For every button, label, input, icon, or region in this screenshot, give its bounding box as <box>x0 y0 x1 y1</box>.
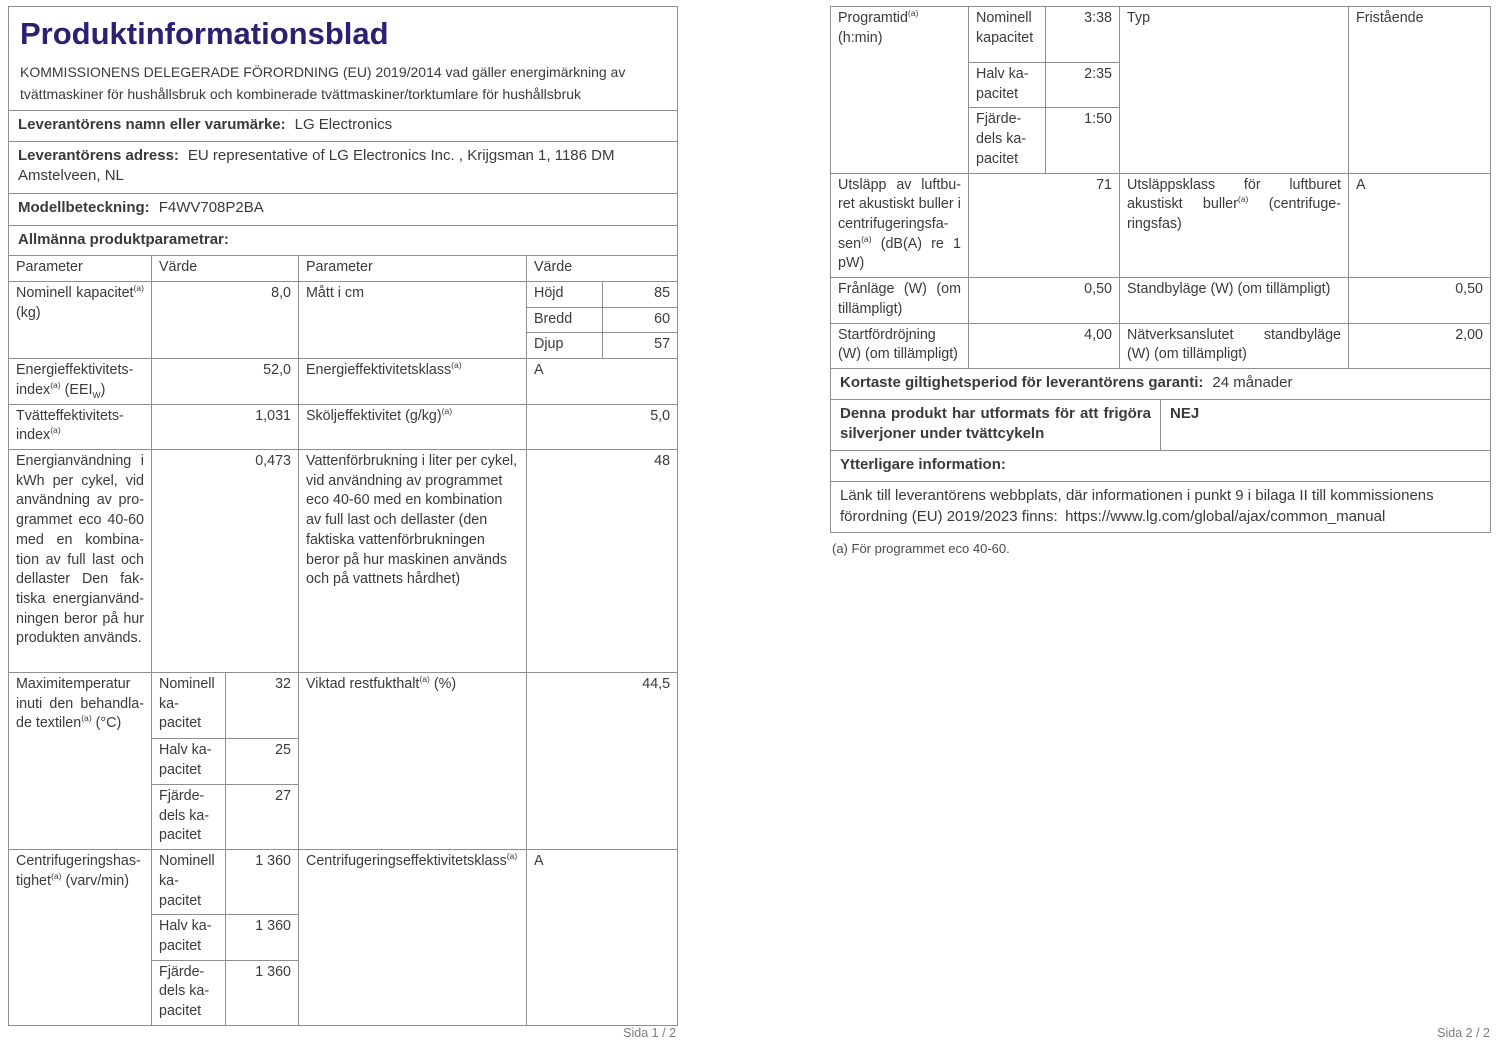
product-sheet-page-2 <box>830 6 1491 533</box>
max-temp-nominal-label: Nominell kapacitet <box>152 672 226 738</box>
dim-height-label: Höjd <box>527 281 603 307</box>
column-header-row <box>9 256 678 282</box>
value-nominal-capacity: 8,0 <box>152 281 299 358</box>
param-water-consumption: Vattenförbrukning i liter per cykel, vid användning av programmet eco 40-60 med en kombination av full last och dellaster (den faktiska vattenförbrukningen beror på hur maskinen används och på vattnets hårdhet) <box>299 449 527 672</box>
spin-speed-row <box>9 850 678 915</box>
max-temp-nominal-value: 32 <box>226 672 299 738</box>
param-energy-consumption: Energianvändning i kWh per cykel, vid användning av programmet eco 40-60 med en kombination av full last och dellaster Den faktiska energianvändningen beror på hur produkten används. <box>9 449 152 672</box>
dim-width-label: Bredd <box>527 307 603 333</box>
page-1 <box>8 6 677 1026</box>
param-spin-class: Centrifugeringseffektivitetsklass$^{(a)}$ <box>299 850 527 1026</box>
energy-consumption-row <box>9 449 678 672</box>
noise-row <box>831 173 1491 278</box>
param-start-delay: Startfördröjning (W) (om tillämpligt) <box>831 323 969 368</box>
spin-nominal-label: Nominell kapacitet <box>152 850 226 915</box>
spin-half-label: Halv kapacitet <box>152 915 226 960</box>
param-dimensions: Mått i cm <box>299 281 527 358</box>
footnote-eco-program: (a) För programmet eco 40-60. <box>832 541 1010 557</box>
param-off-mode: Frånläge (W) (om tillämpligt) <box>831 278 969 323</box>
max-temp-half-label: Halv kapacitet <box>152 738 226 784</box>
value-networked-standby: 2,00 <box>1349 323 1491 368</box>
general-params-label: Allmänna produktparametrar: <box>18 230 229 248</box>
title-block-cell <box>9 7 678 111</box>
max-temp-quarter-value: 27 <box>226 784 299 849</box>
silver-ions-label: Denna produkt har utformats för att frigöra silverjoner under tvättcykeln <box>831 399 1161 450</box>
param-noise-class: Utsläppsklass för luftburet akustiskt buller$^{(a)}$ (centrifugeringsfas) <box>1120 173 1349 278</box>
dim-depth-label: Djup <box>527 333 603 359</box>
warranty-cell <box>831 369 1491 400</box>
value-noise-class: A <box>1349 173 1491 278</box>
max-temp-half-value: 25 <box>226 738 299 784</box>
supplier-name-value: LG Electronics <box>294 115 393 133</box>
spin-nominal-value: 1 360 <box>226 850 299 915</box>
value-type: Fristående <box>1349 7 1491 174</box>
value-water-consumption: 48 <box>527 449 678 672</box>
col-header-value-2: Värde <box>527 256 678 282</box>
additional-info-row <box>831 451 1491 482</box>
program-time-quarter-value: 1:50 <box>1046 108 1120 173</box>
dim-depth-value: 57 <box>603 333 678 359</box>
value-standby-mode: 0,50 <box>1349 278 1491 323</box>
program-time-half-value: 2:35 <box>1046 63 1120 108</box>
program-time-row <box>831 7 1491 63</box>
dim-height-value: 85 <box>603 281 678 307</box>
additional-info-cell <box>831 451 1491 482</box>
general-params-cell <box>9 225 678 256</box>
supplier-address-row <box>9 141 678 193</box>
param-networked-standby: Nätverksanslutet standbyläge (W) (om tillämpligt) <box>1120 323 1349 368</box>
manual-link-row <box>831 481 1491 532</box>
capacity-row <box>9 281 678 307</box>
col-header-parameter-2: Parameter <box>299 256 527 282</box>
model-row <box>9 193 678 225</box>
value-energy-class: A <box>527 359 678 404</box>
page-2 <box>830 6 1490 556</box>
silver-ions-row <box>831 399 1491 450</box>
value-residual-moisture: 44,5 <box>527 672 678 849</box>
eei-row <box>9 359 678 404</box>
param-rinse-effectiveness: Sköljeffektivitet $(g/kg)^{(a)}$ <box>299 404 527 449</box>
supplier-name-label: Leverantörens namn eller varumärke: <box>18 115 286 133</box>
regulation-text: KOMMISSIONENS DELEGERADE FÖRORDNING (EU) 2019/2014 vad gäller energimärkning av tvättmaskiner för hushållsbruk och kombinerade tvättmaskiner/torktumlare för hushållsbruk <box>20 63 626 102</box>
param-program-time: Programtid$^{(a)}$ (h:min) <box>831 7 969 174</box>
param-max-temperature: Maximitemperatur inuti den behandlade textilen$^{(a)}$ (°C) <box>9 672 152 849</box>
param-residual-moisture: Viktad restfukthalt$^{(a)}$ (%) <box>299 672 527 849</box>
max-temp-row <box>9 672 678 738</box>
supplier-address-label: Leverantörens adress: <box>18 146 179 164</box>
value-start-delay: 4,00 <box>969 323 1120 368</box>
model-value: F4WV708P2BA <box>158 198 264 216</box>
program-time-nominal-label: Nominell kapacitet <box>969 7 1046 63</box>
warranty-value: 24 månader <box>1212 374 1293 392</box>
value-noise-emission: 71 <box>969 173 1120 278</box>
general-params-row <box>9 225 678 256</box>
value-spin-class: A <box>527 850 678 1026</box>
param-wash-index: Tvätteffektivitetsindex$^{(a)}$ <box>9 404 152 449</box>
param-nominal-capacity: Nominell kapacitet$^{(a)}$ (kg) <box>9 281 152 358</box>
wash-index-row <box>9 404 678 449</box>
manual-link-text: Länk till leverantörens webbplats, där informationen i punkt 9 i bilaga II till kommissionens förordning (EU) 2019/2023 finns: https://www.lg.com/global/ajax/common_manual <box>831 481 1491 532</box>
value-rinse-effectiveness: 5,0 <box>527 404 678 449</box>
supplier-address-value: EU representative of LG Electronics Inc. , Krijgsman 1, 1186 DM Amstelveen, NL <box>18 146 615 185</box>
silver-ions-value: NEJ <box>1161 399 1491 450</box>
param-noise-emission: Utsläpp av luftburet akustiskt buller i centrifugeringsfasen$^{(a)}$ (dB(A) re 1 pW) <box>831 173 969 278</box>
value-energy-consumption: 0,473 <box>152 449 299 672</box>
supplier-name-cell <box>9 110 678 141</box>
param-type: Typ <box>1120 7 1349 174</box>
value-eei: 52,0 <box>152 359 299 404</box>
model-cell <box>9 193 678 225</box>
warranty-row <box>831 369 1491 400</box>
col-header-parameter-1: Parameter <box>9 256 152 282</box>
model-label: Modellbeteckning: <box>18 198 150 216</box>
off-mode-row <box>831 278 1491 323</box>
page-footer-2: Sida 2 / 2 <box>1437 1026 1490 1040</box>
product-sheet-page-1 <box>8 6 678 1026</box>
warranty-label: Kortaste giltighetsperiod för leverantörens garanti: <box>840 374 1204 392</box>
param-eei: Energieffektivitetsindex$^{(a)}$ $(EEI_W)$ <box>9 359 152 404</box>
page-footer-1: Sida 1 / 2 <box>623 1026 676 1040</box>
dim-width-value: 60 <box>603 307 678 333</box>
title-row <box>9 7 678 111</box>
start-delay-row <box>831 323 1491 368</box>
spin-half-value: 1 360 <box>226 915 299 960</box>
param-energy-class: Energieffektivitetsklass$^{(a)}$ <box>299 359 527 404</box>
supplier-address-cell <box>9 141 678 193</box>
param-standby-mode: Standbyläge (W) (om tillämpligt) <box>1120 278 1349 323</box>
additional-info-label: Ytterligare information: <box>840 456 1006 474</box>
program-time-quarter-label: Fjärdedels kapacitet <box>969 108 1046 173</box>
col-header-value-1: Värde <box>152 256 299 282</box>
program-time-half-label: Halv kapacitet <box>969 63 1046 108</box>
supplier-name-row <box>9 110 678 141</box>
spin-quarter-label: Fjärdedels kapacitet <box>152 960 226 1025</box>
program-time-nominal-value: 3:38 <box>1046 7 1120 63</box>
spin-quarter-value: 1 360 <box>226 960 299 1025</box>
page-title: Produktinformationsblad <box>20 16 389 51</box>
value-wash-index: 1,031 <box>152 404 299 449</box>
param-spin-speed: Centrifugeringshastighet$^{(a)}$ (varv/min) <box>9 850 152 1026</box>
value-off-mode: 0,50 <box>969 278 1120 323</box>
max-temp-quarter-label: Fjärdedels kapacitet <box>152 784 226 849</box>
